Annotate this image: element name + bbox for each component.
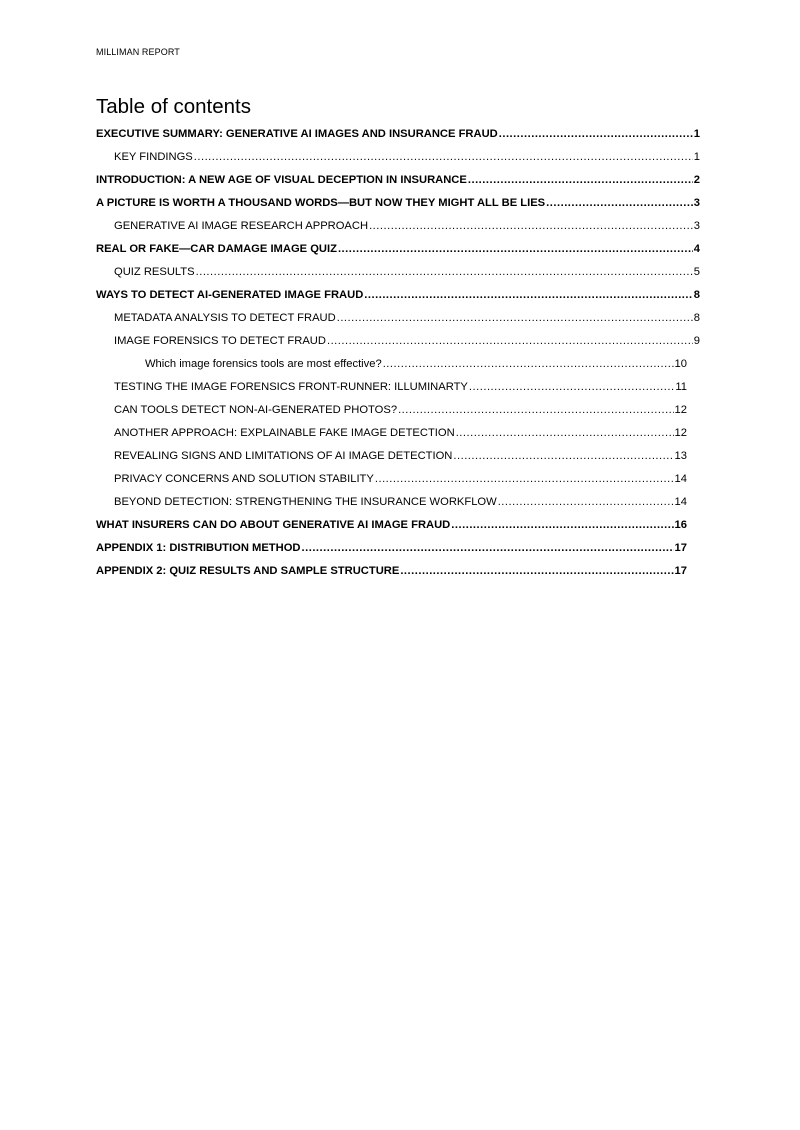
toc-entry[interactable] (96, 447, 700, 470)
toc-entry-text: Which image forensics tools are most effective? (145, 358, 382, 370)
toc-entry-text: APPENDIX 1: DISTRIBUTION METHOD (96, 542, 301, 554)
toc-leader-dots (302, 542, 674, 554)
toc-entry-page: 11 (675, 381, 687, 393)
toc-entry[interactable] (96, 332, 700, 355)
toc-entry-page: 9 (693, 335, 700, 347)
toc-entry-page: 1 (693, 128, 700, 140)
toc-entry-page: 4 (693, 243, 700, 255)
toc-leader-dots (499, 128, 693, 140)
toc-entry-text: A PICTURE IS WORTH A THOUSAND WORDS—BUT NOW THEY MIGHT ALL BE LIES (96, 197, 546, 209)
toc-leader-dots (327, 335, 693, 347)
toc-leader-dots (194, 151, 693, 163)
toc-entry[interactable] (96, 562, 700, 585)
toc-entry-text: INTRODUCTION: A NEW AGE OF VISUAL DECEPTION IN INSURANCE (96, 174, 467, 186)
toc-entry[interactable] (96, 539, 700, 562)
toc-entry[interactable] (96, 194, 700, 217)
toc-leader-dots (337, 312, 693, 324)
toc-entry-page: 12 (674, 404, 687, 416)
toc-entry[interactable] (96, 263, 700, 286)
toc-leader-dots (456, 427, 674, 439)
toc-entry[interactable] (96, 516, 700, 539)
toc-leader-dots (451, 519, 673, 531)
toc-entry[interactable] (96, 424, 700, 447)
toc-entry[interactable] (96, 148, 700, 171)
toc-leader-dots (398, 404, 673, 416)
toc-leader-dots (375, 473, 674, 485)
toc-entry-page: 16 (674, 519, 687, 531)
toc-entry-page: 2 (693, 174, 700, 186)
toc-entry-text: EXECUTIVE SUMMARY: GENERATIVE AI IMAGES AND INSURANCE FRAUD (96, 128, 498, 140)
toc-entry-text: REVEALING SIGNS AND LIMITATIONS OF AI IMAGE DETECTION (114, 450, 453, 462)
toc-leader-dots (468, 174, 693, 186)
toc-title: Table of contents (96, 95, 251, 118)
toc-leader-dots (196, 266, 693, 278)
toc-leader-dots (400, 565, 673, 577)
toc-entry[interactable] (96, 378, 700, 401)
toc-leader-dots (364, 289, 692, 301)
toc-entry-text: CAN TOOLS DETECT NON-AI-GENERATED PHOTOS? (114, 404, 398, 416)
toc-entry-page: 10 (674, 358, 687, 370)
toc-entry-page: 1 (693, 151, 700, 163)
toc-entry-text: QUIZ RESULTS (114, 266, 195, 278)
toc-leader-dots (453, 450, 673, 462)
toc-entry-page: 13 (674, 450, 687, 462)
toc-entry-text: PRIVACY CONCERNS AND SOLUTION STABILITY (114, 473, 374, 485)
running-header: MILLIMAN REPORT (96, 47, 180, 57)
toc-leader-dots (546, 197, 693, 209)
toc-entry[interactable] (96, 125, 700, 148)
toc-entry-page: 8 (693, 289, 700, 301)
toc-entry[interactable] (96, 470, 700, 493)
toc-entry[interactable] (96, 401, 700, 424)
toc-entry-page: 17 (674, 565, 687, 577)
toc-entry-text: TESTING THE IMAGE FORENSICS FRONT-RUNNER: ILLUMINARTY (114, 381, 468, 393)
toc-entry-page: 5 (693, 266, 700, 278)
toc-entry[interactable] (96, 286, 700, 309)
toc-entry[interactable] (96, 355, 700, 378)
toc-entry-page: 12 (674, 427, 687, 439)
toc-leader-dots (338, 243, 693, 255)
toc-entry-page: 3 (693, 220, 700, 232)
toc-entry-text: IMAGE FORENSICS TO DETECT FRAUD (114, 335, 326, 347)
toc-entry-page: 3 (693, 197, 700, 209)
toc-entry[interactable] (96, 217, 700, 240)
toc-leader-dots (369, 220, 693, 232)
toc-entry-text: WHAT INSURERS CAN DO ABOUT GENERATIVE AI IMAGE FRAUD (96, 519, 451, 531)
toc-entry[interactable] (96, 493, 700, 516)
table-of-contents (96, 125, 700, 585)
toc-entry-text: WAYS TO DETECT AI-GENERATED IMAGE FRAUD (96, 289, 364, 301)
toc-entry-text: KEY FINDINGS (114, 151, 193, 163)
toc-entry-text: BEYOND DETECTION: STRENGTHENING THE INSURANCE WORKFLOW (114, 496, 497, 508)
toc-entry-text: ANOTHER APPROACH: EXPLAINABLE FAKE IMAGE DETECTION (114, 427, 455, 439)
toc-entry-page: 8 (693, 312, 700, 324)
toc-leader-dots (469, 381, 674, 393)
toc-leader-dots (383, 358, 674, 370)
toc-leader-dots (498, 496, 674, 508)
toc-entry[interactable] (96, 171, 700, 194)
toc-entry-text: GENERATIVE AI IMAGE RESEARCH APPROACH (114, 220, 369, 232)
toc-entry-text: METADATA ANALYSIS TO DETECT FRAUD (114, 312, 336, 324)
toc-entry[interactable] (96, 309, 700, 332)
toc-entry-text: APPENDIX 2: QUIZ RESULTS AND SAMPLE STRUCTURE (96, 565, 400, 577)
toc-entry-page: 14 (674, 496, 687, 508)
toc-entry-text: REAL OR FAKE—CAR DAMAGE IMAGE QUIZ (96, 243, 337, 255)
toc-entry[interactable] (96, 240, 700, 263)
toc-entry-page: 17 (674, 542, 687, 554)
toc-entry-page: 14 (674, 473, 687, 485)
